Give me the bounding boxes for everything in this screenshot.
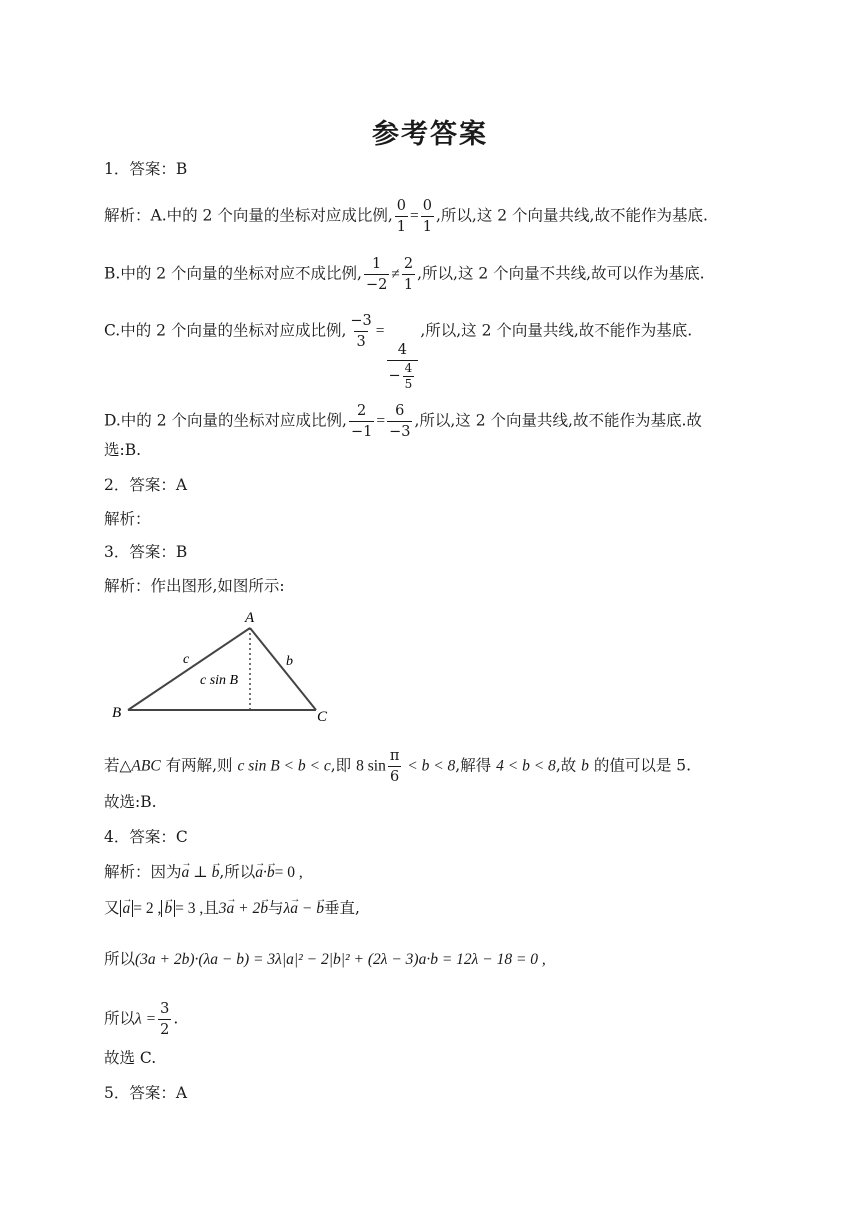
frac-minus: − [388,368,401,384]
q1-a-text-post: ,所以,这 2 个向量共线,故不能作为基底. [435,206,708,225]
q1-c-eq: = [375,322,385,340]
q3-answer: 3．答案：B [104,543,188,561]
label-c-vertex: C [317,709,328,724]
q3-s-abc: ABC [131,757,161,775]
frac-den: 1 [421,216,434,236]
q1-a-frac-1 [395,197,408,236]
q1-d-frac-2 [387,402,412,441]
frac-num: 0 [396,198,406,214]
q1-c-frac-1 [348,312,373,351]
q4-line-1 [104,862,303,883]
side-b [250,628,316,710]
label-csinb: c sin B [200,673,239,688]
q4-line-2 [104,898,360,919]
q1-c-text-pre: C.中的 2 个向量的坐标对应成比例, [104,321,347,340]
q3-s-a: 有两解,则 [160,756,238,775]
q3-choice: 故选:B. [104,793,157,811]
q4-line-4 [104,1000,178,1039]
q3-s-d: ,故 [555,756,582,775]
q4-l2-pre: 又 [104,899,120,917]
q4-choice: 故选 C. [104,1049,157,1067]
q1-a-text-pre: 解析：A.中的 2 个向量的坐标对应成比例, [104,206,393,225]
label-a: A [245,610,255,626]
label-c-side: c [183,652,190,667]
page-title: 参考答案 [372,119,488,150]
q1-b-frac-1 [364,255,389,294]
vec-a: → a [123,899,131,919]
q3-s-e: 的值可以是 5. [588,756,692,775]
frac-den: 6 [388,766,401,786]
q4-l1-dot: → a·→ b [255,864,274,881]
q3-s-ineq3: 4 < b < 8 [496,757,556,775]
q1-b-frac-2 [402,255,415,294]
frac-den: 1 [395,216,408,236]
q4-l4-lambda: λ = [135,1010,157,1028]
q4-l2-a: = 2 , [133,900,162,917]
q4-l3-expr: (3a + 2b)·(λa − b) = 3λ|a|² − 2|b|² + (2λ − 3)a·b = 12λ − 18 = 0 , [135,951,546,968]
vec-b: → b [316,899,324,919]
q1-d-frac-1 [349,402,374,441]
q4-l2-vec2: λ→ a − → b [284,900,324,917]
q1-option-d [104,402,702,441]
q1-option-b [104,255,705,294]
q4-l1-mid: ,所以 [219,863,256,881]
q4-l2-c: 与 [267,899,284,917]
vec-a: → a [255,863,263,883]
vec-b: → b [212,863,220,883]
q4-answer: 4．答案：C [104,828,188,846]
q4-l3-pre: 所以 [104,950,136,968]
q1-option-a [104,197,708,236]
q1-a-eq: = [410,207,419,225]
q1-d-eq: = [376,412,386,430]
frac-num: 2 [357,403,367,419]
q1-a-frac-2 [421,197,434,236]
q4-line-3 [104,949,546,970]
q1-d-text-post: ,所以,这 2 个向量共线,故不能作为基底.故 [414,411,702,430]
vec-b: → b [267,863,275,883]
q4-l4-post: . [173,1009,179,1028]
q4-l1-perp: → a ⊥ → b [182,864,220,881]
vec-b: → b [164,899,172,919]
frac-num: 4 [397,341,408,358]
frac-num: π [389,748,400,764]
frac-num: 6 [395,403,405,419]
q1-option-c [104,312,692,391]
q3-s-ineq1: c sin B < b < c [237,757,331,775]
q3-s-b: ,即 [330,756,357,775]
q3-analysis: 解析：作出图形,如图所示: [104,577,285,595]
vec-a: → a [290,899,298,919]
q3-s-bvar: b [581,757,589,775]
frac-den [387,360,419,391]
frac-num: 1 [372,256,382,272]
q3-s-8sin: 8 sin [356,757,386,775]
triangle-figure [104,606,344,724]
q4-l4-pre: 所以 [104,1009,136,1028]
frac-den: −3 [387,421,412,441]
q2-answer: 2．答案：A [104,476,188,494]
q2-analysis: 解析： [104,510,151,528]
frac-den: −1 [349,421,374,441]
q3-s-pre: 若△ [104,756,132,775]
q5-answer: 5．答案：A [104,1084,188,1102]
frac-num: 2 [403,256,414,272]
abs-a [120,900,134,917]
q1-c-frac-2 [387,341,419,391]
side-c [128,628,250,710]
label-b-vertex: B [112,705,122,721]
vec-a: → a [227,899,235,919]
label-b-side: b [286,654,293,669]
q4-l1-post: = 0 , [274,864,303,881]
q1-b-text-post: ,所以,这 2 个向量不共线,故可以作为基底. [417,264,705,283]
abs-b [161,900,175,917]
q3-solution [104,747,691,786]
frac-den: 5 [404,376,413,391]
frac-num: 4 [404,360,413,375]
frac-num: 3 [160,1001,170,1017]
frac-den: 2 [158,1019,171,1039]
q4-l1-pre: 解析：因为 [104,863,182,881]
vec-b: → b [260,899,268,919]
frac-den: −2 [364,274,389,294]
q3-frac-pi [388,747,402,786]
q1-b-text-pre: B.中的 2 个向量的坐标对应不成比例, [104,264,362,283]
q1-b-neq: ≠ [391,265,400,283]
frac-den: 1 [402,274,415,294]
q1-choice: 选:B. [104,441,142,459]
q4-l2-d: 垂直, [323,899,360,917]
frac-num: 0 [422,198,432,214]
q1-d-text-pre: D.中的 2 个向量的坐标对应成比例, [104,411,347,430]
q3-s-c: ,解得 [455,756,497,775]
q3-s-ineq2: < b < 8 [403,757,456,775]
nested-frac [403,362,415,391]
q1-answer: 1．答案：B [104,160,188,178]
q4-frac-lambda [158,1000,171,1039]
vec-a: → a [182,863,190,883]
q4-l2-vec1: 3→ a + 2→ b [219,900,268,917]
frac-num: −3 [350,313,372,329]
frac-den: 3 [354,331,367,351]
q1-c-text-post: ,所以,这 2 个向量共线,故不能作为基底. [420,321,693,340]
q4-l2-b: = 3 ,且 [175,900,219,917]
